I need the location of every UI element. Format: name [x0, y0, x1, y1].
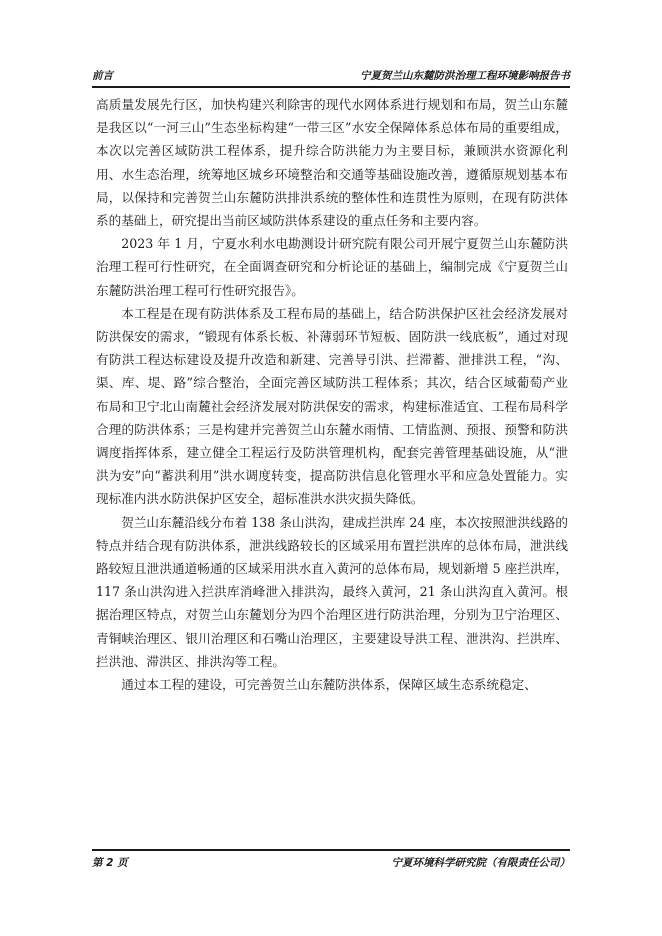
paragraph: 本工程是在现有防洪体系及工程布局的基础上，结合防洪保护区社会经济发展对防洪保安的需求，“锻现有体系长板、补薄弱环节短板、固防洪一线底板”，通过对现有防洪工程达标建设及提升改造和新建、完善导引洪、拦滞蓄、泄排洪工程，“沟、渠、库、堤、路”综合整治，全面完善区域防洪工程体系；其次，结合区域葡萄产业布局和卫宁北山南麓社会经济发展对防洪保安的需求，构建标准适宜、工程布局科学合理的防洪体系；三是构建并完善贺兰山东麓水雨情、工情监测、预报、预警和防洪调度指挥体系，建立健全工程运行及防洪管理机构，配套完善管理基础设施，从“泄洪为安”向“蓄洪利用”洪水调度转变，提高防洪信息化管理水平和应急处置能力。实现标准内洪水防洪保护区安全，超标准洪水洪灾损失降低。 — [96, 305, 568, 507]
header-report-title: 宁夏贺兰山东麓防洪治理工程环境影响报告书 — [360, 70, 570, 82]
header-section-title: 前言 — [92, 70, 113, 82]
paragraph: 高质量发展先行区，加快构建兴利除害的现代水网体系进行规划和布局，贺兰山东麓是我区以“一河三山”生态坐标构建“一带三区”水安全保障体系总体布局的重要组成，本次以完善区域防洪工程体系，提升综合防洪能力为主要目标，兼顾洪水资源化利用、水生态治理，统筹地区城乡环境整治和交通等基础设施改善，遵循原规划基本布局，以保持和完善贺兰山东麓防洪排洪系统的整体性和连贯性为原则，在现有防洪体系的基础上，研究提出当前区域防洪体系建设的重点任务和主要内容。 — [96, 97, 568, 229]
paragraph: 2023 年 1 月，宁夏水利水电勘测设计研究院有限公司开展宁夏贺兰山东麓防洪治理工程可行性研究，在全面调查研究和分析论证的基础上，编制完成《宁夏贺兰山东麓防洪治理工程可行性研究报告》。 — [96, 236, 568, 298]
page-header — [92, 68, 570, 88]
footer-organization: 宁夏环境科学研究院（有限责任公司） — [391, 857, 570, 869]
paragraph: 贺兰山东麓沿线分布着 138 条山洪沟，建成拦洪库 24 座，本次按照泄洪线路的特点并结合现有防洪体系，泄洪线路较长的区域采用布置拦洪库的总体布局，泄洪线路较短且泄洪通道畅通的区域采用洪水直入黄河的总体布局，规划新增 5 座拦洪库，117 条山洪沟进入拦洪库消峰泄入排洪沟，最终入黄河，21 条山洪沟直入黄河。根据治理区特点，对贺兰山东麓划分为四个治理区进行防洪治理，分别为卫宁治理区、青铜峡治理区、银川治理区和石嘴山治理区，主要建设导洪工程、泄洪沟、拦洪库、拦洪池、滞洪区、排洪沟等工程。 — [96, 514, 568, 669]
body-text — [96, 93, 568, 696]
page-number: 第 2 页 — [92, 857, 128, 869]
page-footer — [92, 849, 570, 871]
paragraph: 通过本工程的建设，可完善贺兰山东麓防洪体系，保障区域生态系统稳定、 — [121, 677, 537, 693]
